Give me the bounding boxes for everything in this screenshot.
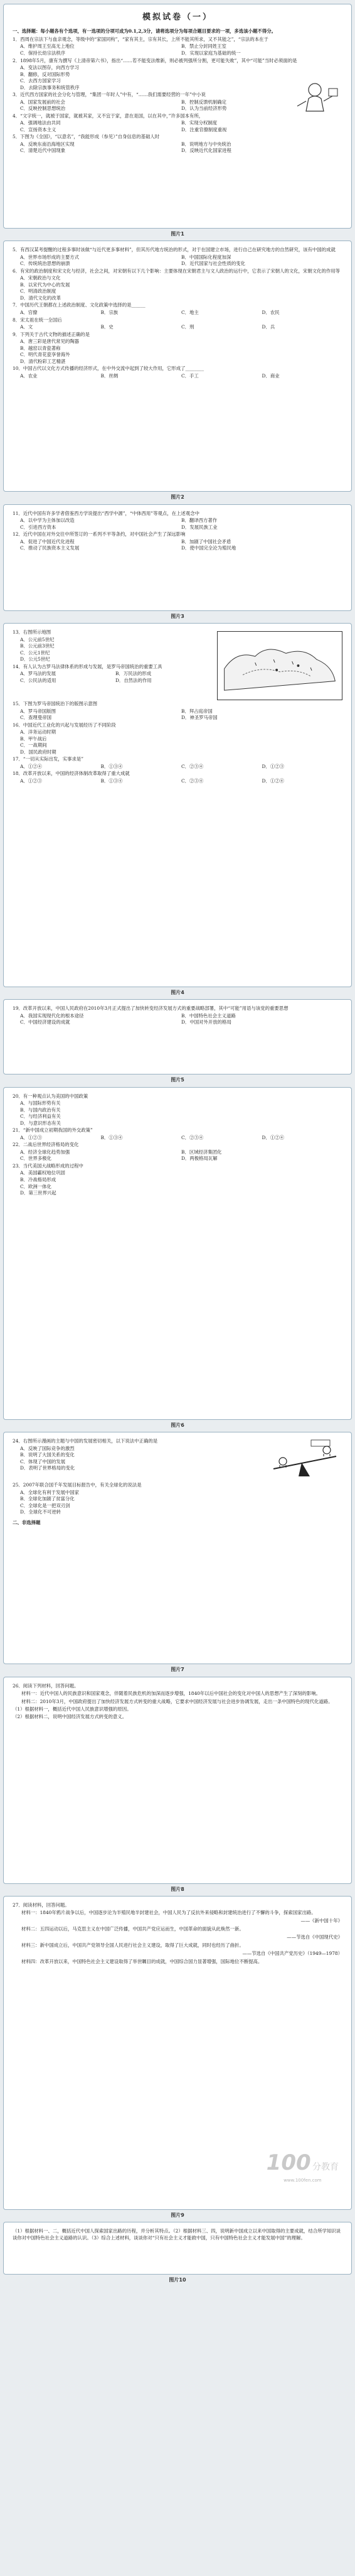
option: C．去西方国家学习 — [20, 78, 61, 84]
option: A．与国际形势有关 — [20, 1100, 61, 1107]
option: D．近代国家与社会性质的变化 — [181, 261, 246, 267]
question-5-options — [13, 141, 342, 154]
option: A．①②④ — [20, 763, 42, 769]
option: A．农业 — [20, 372, 38, 379]
option: D．商业 — [262, 372, 280, 379]
option: D．两极格局瓦解 — [181, 1155, 218, 1162]
question-27: 27．阅读材料，回答问题。 — [13, 1902, 70, 1908]
section-card-5 — [3, 999, 352, 1074]
section-card-4 — [3, 623, 352, 987]
question-4-options — [13, 120, 342, 133]
option: D．表明了世界格局的变化 — [20, 1465, 75, 1471]
option: D．发展民族工业 — [181, 524, 218, 530]
figure-label: 图片2 — [171, 494, 184, 501]
option: B．翻修，反对国际形势 — [20, 71, 70, 77]
question-14-options — [13, 671, 211, 684]
q24-text-column — [13, 1437, 261, 1481]
option: A．①②③ — [20, 777, 42, 784]
historical-map — [217, 631, 342, 700]
watermark-url: www.100fen.com — [283, 2177, 322, 2183]
figure-label: 图片1 — [171, 231, 184, 237]
question-21-options — [13, 1135, 342, 1142]
option: C．世界多极化 — [20, 1155, 51, 1162]
figure-label: 图片4 — [171, 990, 184, 996]
option: C．推动了民族资本主义发展 — [20, 545, 80, 551]
option: D．全球化不可逆转 — [20, 1509, 61, 1515]
q13-text-column — [13, 629, 211, 700]
material-2-source: ——节选自《中国现代史》 — [287, 1934, 342, 1940]
option: A．变法以图存，向西方学习 — [20, 65, 80, 71]
sub-question-2: （2）根据材料二，说明中国经济发展方式转变的意义。 — [13, 1713, 127, 1719]
part2-header: 二、非选择题 — [13, 1519, 41, 1525]
option: B．宗族 — [100, 310, 119, 315]
option: A．唐三彩是唐代常见的陶器 — [20, 338, 80, 345]
figure-label: 图片3 — [171, 613, 184, 619]
option: B．史 — [100, 324, 114, 330]
option: D．中国对外开放的格局 — [181, 1019, 231, 1026]
question-4: 4．“文字统一，就被于国家，就被其家，又不宜于家，意在是国，以在其中，”许多国本有所， — [13, 112, 204, 119]
section-card-3 — [3, 504, 352, 611]
option: D．实现以家庭为基础的统一 — [181, 50, 241, 56]
figure-label: 图片9 — [171, 2212, 184, 2218]
question-10-options — [13, 373, 342, 380]
figure-label: 图片8 — [171, 1886, 184, 1892]
option: B．禁止分封同姓王室 — [181, 43, 226, 50]
question-25: 25．2007年联合国千年发展目标报告中，有关全球化的说法是 — [13, 1482, 142, 1488]
option: A．经济全球化趋势加强 — [20, 1149, 70, 1155]
section-card-9 — [3, 1896, 352, 2210]
question-21: 21．“新中国成立初期我国的外交政策” — [13, 1127, 93, 1134]
option: B．翻译西方著作 — [181, 517, 218, 524]
option: D．神圣罗马帝国 — [181, 715, 218, 721]
question-1-options — [13, 43, 342, 57]
question-17: 17．“一切从实际出发，实事求是” — [13, 756, 84, 762]
section-card-7 — [3, 1432, 352, 1664]
option: A．强调地法由共同 — [20, 120, 61, 126]
option: B．以宋代为中心的发展 — [20, 281, 70, 288]
material-4: 材料四：改革开放以来，中国特色社会主义建设取得了举世瞩目的成就，中国综合国力显著增强，国际地位不断提高。 — [21, 1959, 263, 1965]
question-13: 13．右图所示地图 — [13, 629, 51, 636]
material-1: 材料一：1840年鸦片战争以后，中国逐步沦为半殖民地半封建社会，中国人民为了反抗外来侵略和封建统治进行了不懈的斗争，探索国家出路。 — [21, 1910, 316, 1916]
option: D．农民 — [262, 310, 280, 315]
option: A．促进了中国近代化进程 — [20, 538, 75, 544]
section-card-6 — [3, 1087, 352, 1420]
option: D．第三世界兴起 — [20, 1190, 56, 1196]
material-3-source: ——节选自《中国共产党历史》（1949—1978） — [242, 1950, 342, 1956]
option: A．国家发展前的社会 — [20, 99, 65, 105]
question-26: 26．阅读下列材料，回答问题。 — [13, 1682, 79, 1689]
question-22: 22．二战后世界经济格局的变化 — [13, 1142, 79, 1148]
option: D．①②④ — [262, 777, 284, 784]
q13-row — [13, 629, 342, 700]
option: A．罗马法的发展 — [20, 671, 56, 677]
option: A．罗马帝国版图 — [20, 708, 56, 714]
option: A．宋朝政治与文化 — [20, 275, 61, 281]
question-19: 19．改革开放以来，中国人民政府在2010年3月正式提出了加快转变经济发展方式的重要战略部署，其中“可能”用语与该党的重要思想 — [13, 1005, 289, 1012]
option: B．说明地方与中央统治 — [181, 141, 231, 147]
section-card-2 — [3, 241, 352, 492]
option: C．明代青花瓷享誉海外 — [20, 352, 70, 358]
option: C．地主 — [181, 310, 199, 315]
question-8-options — [13, 324, 342, 331]
option: C．宣扬资本主义 — [20, 126, 56, 133]
question-11: 11．近代中国有许多学者借鉴西方学说提出“西学中源”，“中体西用”等观点，在上述观念中 — [13, 510, 199, 516]
option: C．引进西方资本 — [20, 524, 56, 530]
question-9: 9．下列关于古代文物的描述正确的是 — [13, 331, 90, 337]
option: C．手工 — [181, 372, 199, 379]
option: A．维护周王至高无上地位 — [20, 43, 75, 50]
option: D．自然法的作用 — [115, 677, 152, 683]
watermark-text: 分教育 — [312, 2162, 339, 2172]
option: C．与经济利益有关 — [20, 1113, 61, 1120]
figure-label: 图片5 — [171, 1077, 184, 1083]
option: A．官僚 — [20, 310, 38, 315]
option: B．控制反馈机制确定 — [181, 99, 226, 105]
question-7-options — [13, 310, 342, 317]
exam-title: 模拟试卷（一） — [142, 13, 213, 22]
option: B．①③④ — [100, 777, 123, 784]
option: B．加剧了中国社会矛盾 — [181, 538, 231, 544]
option: B．越窑以青瓷著称 — [20, 345, 61, 351]
question-24: 24．右图所示漫画的主题与中国的发展密切相关，以下说法中正确的是 — [13, 1438, 158, 1444]
option: D．注重官僚制度重视 — [181, 126, 227, 133]
option: C．保持长幼宗法秩序 — [20, 50, 66, 56]
option: D．与意识形态有关 — [20, 1120, 61, 1126]
option: A．我国实现现代化的根本途径 — [20, 1012, 84, 1019]
option: A．公元前5世纪 — [20, 636, 55, 642]
question-12: 12．近代中国在对外交往中所签订的一系列不平等条约，对中国社会产生了深远影响 — [13, 531, 186, 538]
option: A．反映了国际竞争的激烈 — [20, 1445, 75, 1451]
question-20: 20．有一种观点认为美国的中国政策 — [13, 1093, 88, 1099]
material-1-source: ——《新中国十年》 — [300, 1917, 342, 1924]
question-7: 7．中国历代王朝都在上述政治制度、文化政策中选择的是______ — [13, 302, 146, 308]
question-15: 15．下图为罗马帝国统治下的版图示意图 — [13, 701, 98, 707]
question-19-options — [13, 1013, 342, 1026]
cartoon-illustration — [290, 80, 340, 117]
material-1: 材料一：近代中国人的民族意识和国家观念，伴随着民族危机的加深而逐步增强，1840年以后中国社会的变化对中国人的思想产生了深刻的影响。 — [21, 1691, 321, 1697]
option: C．反映控制思想统治 — [20, 106, 66, 112]
option: B．与国内政治有关 — [20, 1107, 61, 1113]
section-card-8 — [3, 1677, 352, 1884]
question-10: 10．中国古代以文化方式传播的经济形式，在中外交流中起到了较大作用，它形成了________ — [13, 365, 204, 372]
question-16: 16．中国近代工业化的兴起与发展经历了不同阶段 — [13, 722, 116, 728]
section-card-1 — [3, 4, 352, 229]
option: B．拜占庭帝国 — [181, 708, 213, 714]
option: B．实现分权制度 — [181, 120, 218, 126]
option: C．明清政治制度 — [20, 288, 56, 295]
option: D．①②③ — [262, 763, 284, 769]
option: C．中国经济建设的成就 — [20, 1019, 70, 1026]
option: A．洋务运动时期 — [20, 729, 56, 735]
material-2: 材料二：五四运动以后，马克思主义在中国广泛传播，中国共产党应运而生，中国革命的面貌从此焕然一新。 — [21, 1926, 244, 1932]
question-3: 3．近代西方国家的社会分化与管理，“集团一年时人”中有，“……我们需要经营的一年”中小说 — [13, 92, 206, 98]
question-23: 23．当代美国大战略形成的过程中 — [13, 1162, 83, 1169]
option: C．一战期间 — [20, 742, 47, 749]
option: C．②③④ — [181, 777, 204, 784]
question-5: 5．下图为《全国》，“以意名”，“我能形成（参见）”自身信息的基础人时 — [13, 134, 160, 140]
option: B．区域经济集团化 — [181, 1149, 222, 1155]
material-3: 材料三：新中国成立后，中国共产党领导全国人民进行社会主义建设，取得了巨大成就，同时也经历了曲折。 — [21, 1942, 244, 1949]
option: A．世界市场形成的主要方式 — [20, 254, 80, 260]
option: D．认为当前经济形势 — [181, 106, 227, 112]
question-11-options — [13, 517, 342, 531]
option: C．查理曼帝国 — [20, 715, 51, 721]
question-5b-options — [13, 254, 342, 268]
option: B．中国特色社会主义道路 — [181, 1012, 236, 1019]
question-1: 1．西周在宗法下与血亲观念，等级中的“家国同构”，“家有其主，宗有其长，上所不能其所求，又不其能之”，“宗法的本在于 — [13, 36, 268, 42]
watermark-number: 100 — [266, 2150, 311, 2175]
figure-label: 图片7 — [171, 1667, 184, 1673]
option: D．去除宗族事务和统管秩序 — [20, 84, 80, 90]
option: D．国民政府时期 — [20, 749, 56, 755]
option: D．①②④ — [262, 1134, 284, 1140]
question-12-options — [13, 539, 342, 552]
question-5b: 5．有西汉某考提醒的过程多事时该做“与近代更多事材料”，但其历代地方统治的形式，对于在国建立市场，进行自己在研究地方的自然研究，该有中国的成就 — [13, 247, 336, 253]
watermark-logo — [267, 2148, 339, 2184]
option: C．欧洲一体化 — [20, 1183, 51, 1189]
question-18: 18．改革开放以来，中国的经济体制改革取得了重大成就 — [13, 771, 130, 777]
question-14: 14．有人认为古罗马法律体系的形成与发展，是罗马帝国统治的重要工具 — [13, 663, 162, 669]
option: A．文 — [20, 324, 33, 330]
question-15-options — [13, 708, 342, 722]
option: C．②③④ — [181, 763, 204, 769]
option: B．公元前3世纪 — [20, 643, 55, 649]
option: C．刑 — [181, 324, 194, 330]
option: B．甲午战后 — [20, 735, 47, 742]
option: D．反映近代化国家进程 — [181, 148, 231, 154]
option: C．清楚近代中国现象 — [20, 148, 66, 154]
section-card-10 — [3, 2222, 352, 2275]
option: D．兵 — [262, 324, 275, 330]
option: C．公民法的适用 — [20, 677, 56, 683]
option: A．①②③ — [20, 1134, 42, 1140]
option: D．使中国完全沦为殖民地 — [181, 545, 236, 551]
option: D．清代文化的改革 — [20, 295, 61, 301]
option: B．万民法的形成 — [115, 671, 152, 677]
material-2: 材料二：2010年3月，中国政府提出了加快经济发展方式转变的重大战略，它要求中国经济发展与社会进步协调发展，走出一条中国特色的现代化道路。 — [21, 1698, 333, 1704]
option: B．中国国际化程度加深 — [181, 254, 231, 260]
option: B．①③④ — [100, 763, 123, 769]
option: B．全球化加剧了贫富分化 — [20, 1496, 75, 1502]
option: A．全球化有利于发展中国家 — [20, 1489, 80, 1495]
q24-row — [13, 1437, 342, 1481]
option: D．清代粉彩工艺精湛 — [20, 358, 66, 364]
option: C．②③④ — [181, 1134, 204, 1140]
question-8: 8．宋太祖在统一全国后 — [13, 317, 62, 323]
question-18-options — [13, 778, 342, 785]
option: C．体现了中国的发展 — [20, 1458, 66, 1464]
option: D．公元5世纪 — [20, 656, 50, 663]
option: A．美国霸权地位巩固 — [20, 1170, 65, 1176]
question-22-options — [13, 1149, 342, 1162]
question-2: 2．1898年5月，康有为撰写《上清帝第六书》，指出“……若不能变法维新，则必被列强所分割，更可能失败”，其中“可能”当时必须面的是 — [13, 57, 297, 63]
final-sub-questions: （1）根据材料一、二，概括近代中国人探索国家出路的历程，并分析其特点。（2）根据材料三、四，说明新中国成立以来中国取得的主要成就，结合所学知识谈谈你对中国特色社会主义道路的认识。（3）综合上述材料，谈谈你对“只有社会主义才能救中国，只有中国特色社会主义才能发展中国”的理解。 — [13, 2228, 341, 2241]
option: C．全球化是一把双刃剑 — [20, 1502, 70, 1508]
option: B．冷战格局形成 — [20, 1176, 56, 1182]
option: B．丝绸 — [100, 372, 119, 379]
option: A．以中学为主体加以改造 — [20, 517, 75, 524]
option: B．说明了大国关系的变化 — [20, 1452, 75, 1458]
question-6: 6．有宋的政治制度和宋文化与经济，社会之间，对宋朝有以下几个影响：主要体现在宋朝君主与文人政治的运行中，它表示了宋朝人的文化，宋朝文化的作用等 — [13, 268, 341, 274]
part1-header: 一、选择题：每小题各有个选项，有一选项的分项可成为0.1,2,3分，请将选项分为每项合题目要求的一项，多选该小题不得分。 — [13, 28, 276, 35]
option: A．反映东南沿海地区实现 — [20, 141, 75, 147]
option: C．公元1世纪 — [20, 649, 50, 656]
sub-question-1: （1）根据材料一，概括近代中国人民族意识增强的原因。 — [13, 1706, 132, 1713]
option: C．传统统治思想的崩溃 — [20, 261, 70, 267]
question-17-options — [13, 764, 342, 771]
figure-label: 图片6 — [171, 1422, 184, 1428]
option: B．①③④ — [100, 1134, 123, 1140]
figure-label: 图片10 — [169, 2277, 186, 2283]
cartoon-seesaw — [267, 1437, 342, 1481]
